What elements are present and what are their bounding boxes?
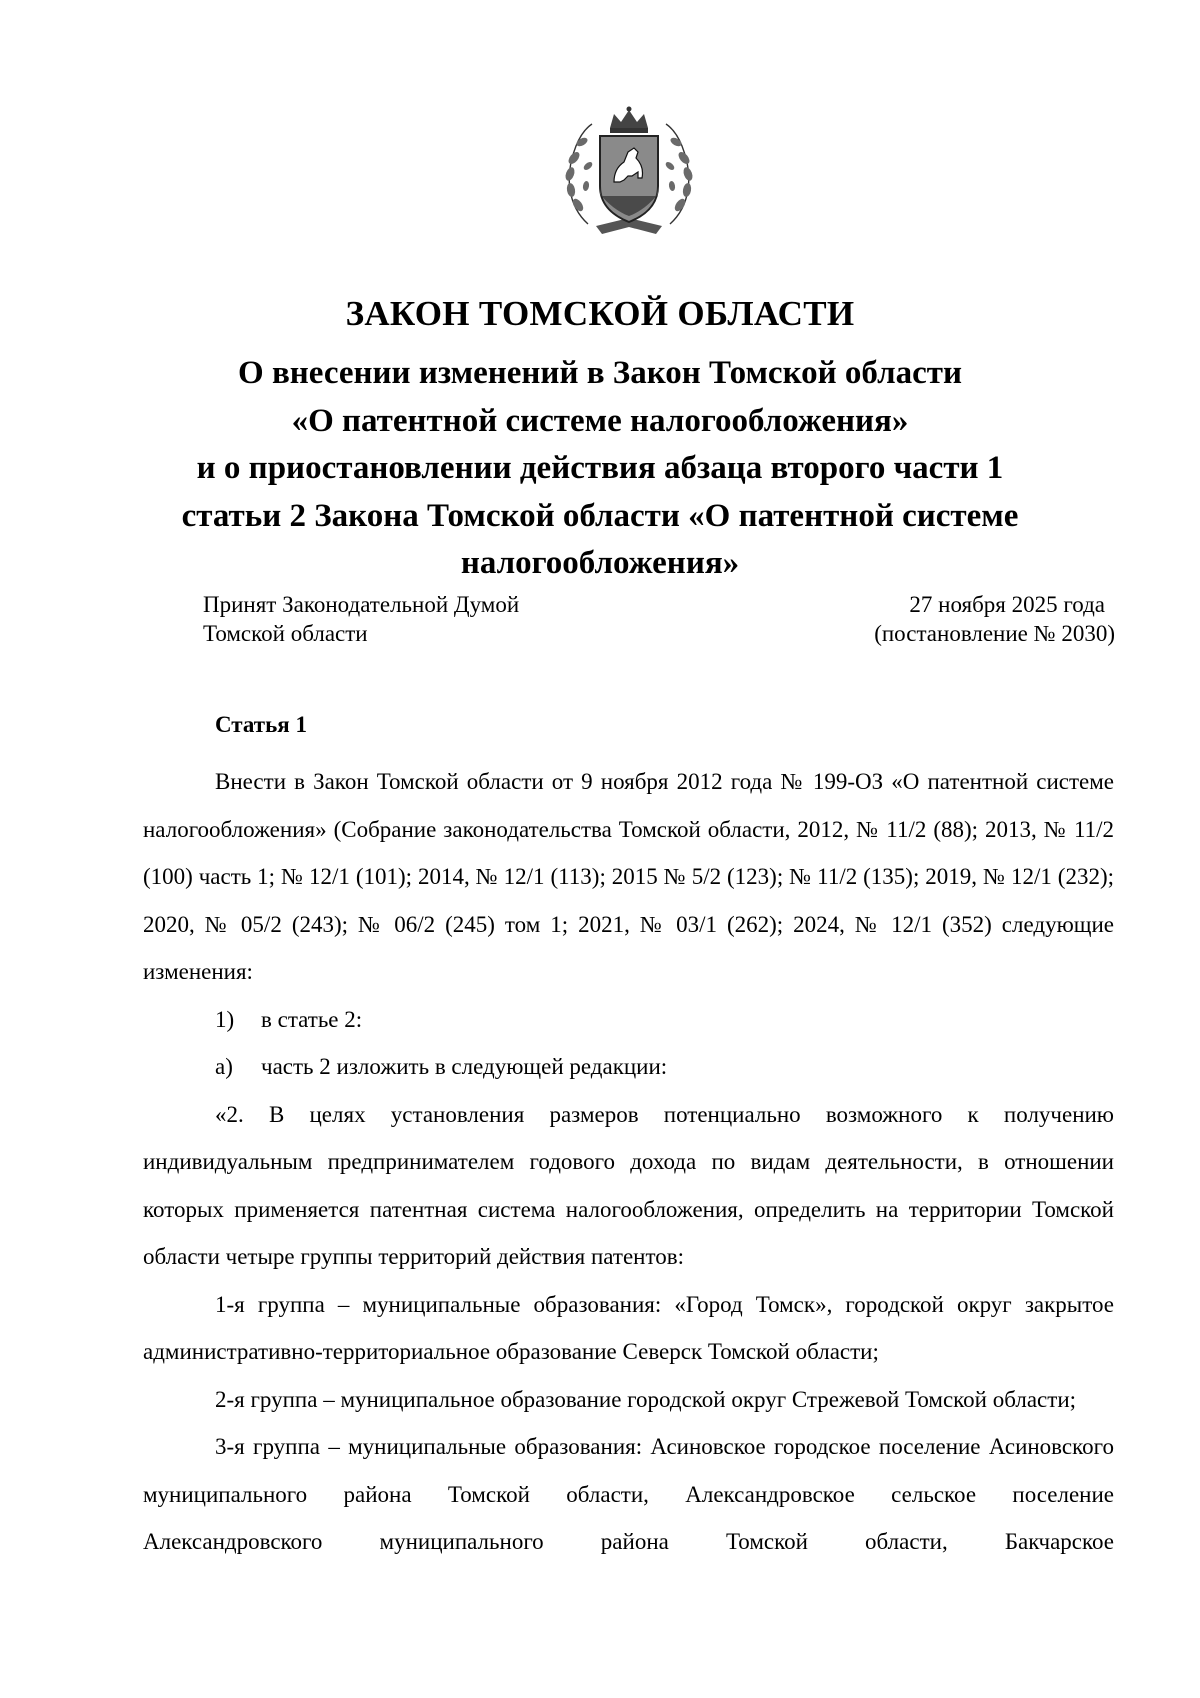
adoption-date	[874, 590, 1115, 648]
adopted-by	[203, 590, 519, 648]
law-title: ЗАКОН ТОМСКОЙ ОБЛАСТИ	[345, 294, 855, 333]
adopted-line: Томской области	[203, 621, 368, 646]
item-number: а)	[215, 1054, 233, 1079]
item-number: 1)	[215, 1006, 235, 1032]
subtitle-line: налогообложения»	[460, 545, 740, 581]
paragraph: 3-я группа – муниципальные образования: Асиновское городское поселение Асиновского муниципального района Томской области, Александровское сельское поселение Александровского муниципального района Томской области, Бакчарское	[143, 1434, 1114, 1554]
subtitle-line: «О патентной системе налогообложения»	[291, 402, 909, 439]
adopted-line: Принят Законодательной Думой	[203, 592, 520, 617]
paragraph: 1-я группа – муниципальные образования: «Город Томск», городской округ закрытое административно-территориальное образование Северск Томской области;	[143, 1291, 1114, 1364]
article-heading: Статья 1	[215, 712, 307, 737]
subtitle-line: и о приостановлении действия абзаца второго части 1	[196, 450, 1004, 486]
subtitle-line: О внесении изменений в Закон Томской области	[238, 355, 962, 391]
article-body	[143, 758, 1114, 1566]
item-text: часть 2 изложить в следующей редакции:	[261, 1054, 668, 1079]
subtitle-line: статьи 2 Закона Томской области «О патентной системе	[181, 497, 1019, 534]
paragraph: «2. В целях установления размеров потенциально возможного к получению индивидуальным предпринимателем годового дохода по видам деятельности, в отношении которых применяется патентная система налогообложения, определить на территории Томской области четыре группы территорий действия патентов:	[143, 1101, 1114, 1269]
tomsk-oblast-coat-of-arms-icon	[558, 106, 700, 244]
resolution-number: (постановление № 2030)	[874, 621, 1115, 646]
article-intro-paragraph: Внести в Закон Томской области от 9 ноября 2012 года № 199-ОЗ «О патентной системе налогообложения» (Собрание законодательства Томской области, 2012, № 11/2 (88); 2013, № 11/2 (100) часть 1; № 12/1 (101); 2014, № 12/1 (113); 2015 № 5/2 (123); № 11/2 (135); 2019, № 12/1 (232); 2020, № 05/2 (243); № 06/2 (245) том 1; 2021, № 03/1 (262); 2024, № 12/1 (352) следующие изменения:	[143, 769, 1114, 984]
date-line: 27 ноября 2025 года	[909, 592, 1105, 617]
item-text: в статье 2:	[261, 1006, 363, 1032]
paragraph: 2-я группа – муниципальное образование городской округ Стрежевой Томской области;	[215, 1386, 1077, 1412]
list-item	[143, 1043, 1114, 1091]
law-subtitle	[140, 350, 1060, 588]
list-item	[143, 996, 1114, 1044]
